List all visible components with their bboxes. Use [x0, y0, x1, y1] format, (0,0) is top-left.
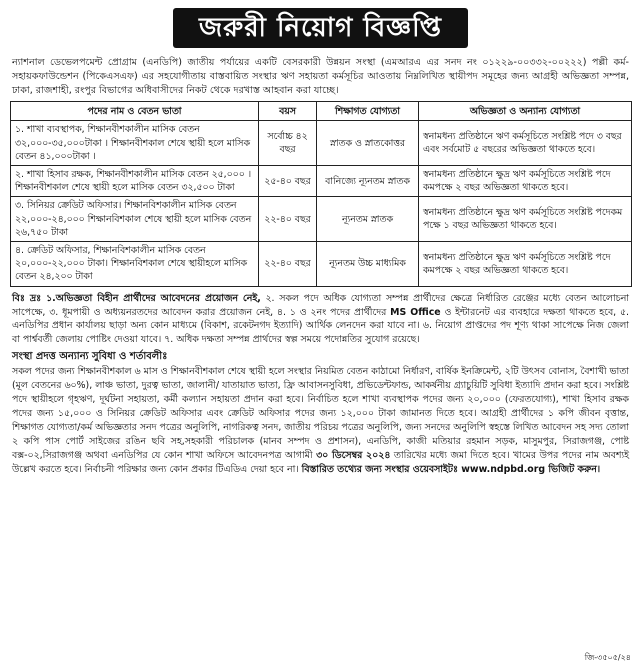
age-cell: সর্বোচ্চ ৪২ বছর — [259, 121, 317, 166]
post-cell: ৩. সিনিয়র ক্রেডিট অফিসার। শিক্ষানবিশকালীন মাসিক বেতন ২২,০০০-২৪,০০০ শিক্ষানবিশকাল শেষে স্থায়ী হলে মাসিক বেতন ২৬,৭৫০ টাকা — [11, 197, 259, 242]
facilities-text-2: তারিখের মধ্যে জমা দিতে হবে। খামের উপর পদের নাম অবশ্যই উল্লেখ করতে হবে। নির্বাচনী পরিক্ষার জন্য কোন প্রকার টিএডিএ দেয়া হবে না। — [12, 450, 629, 476]
publication-id: জি-৩৫০৫/২৪ — [584, 653, 631, 662]
title-wrap — [10, 8, 631, 52]
post-cell: ১. শাখা ব্যবস্থাপক, শিক্ষানবীশকালীন মাসিক বেতন ৩২,০০০-৩৫,০০০টাকা । শিক্ষানবীশকাল শেষে স্থায়ী হলে মাসিক বেতন ৪১,০০০টাকা । — [11, 121, 259, 166]
table-row — [11, 166, 632, 197]
application-deadline: ৩০ ডিসেম্বর ২০২৪ — [316, 450, 391, 462]
post-cell: ৪. ক্রেডিট অফিসার, শিক্ষানবিশকালীন মাসিক বেতন ২০,০০০-২২,০০০ টাকা। শিক্ষানবিশকাল শেষে স্থায়ীহলে মাসিক বেতন ২৪,২০০ টাকা — [11, 242, 259, 287]
education-cell: স্নাতক ও স্নাতকোত্তর — [317, 121, 419, 166]
age-cell: ২২-৪০ বছর — [259, 242, 317, 287]
age-cell: ২৫-৪০ বছর — [259, 166, 317, 197]
notes-paragraph — [12, 292, 629, 348]
experience-cell: স্বনামধন্য প্রতিষ্ঠানে ক্ষুদ্র ঋণ কর্মসূচিতে সংশ্লিষ্ট পদে কমপক্ষে ২ বছর অভিজ্ঞতা থাকতে হবে। — [419, 166, 632, 197]
education-cell: ন্যূনতম স্নাতক — [317, 197, 419, 242]
experience-cell: স্বনামধন্য প্রতিষ্ঠানে ক্ষুদ্র ঋণ কর্মসূচিতে সংশ্লিষ্ট পদে কমপক্ষে ২ বছর অভিজ্ঞতা থাকতে হবে। — [419, 242, 632, 287]
notes-lead: বিঃ দ্রঃ ১.অভিজ্ঞতা বিহীন প্রার্থীদের আবেদনের প্রয়োজন নেই, — [12, 292, 261, 304]
facilities-text-1: সকল পদের জন্য শিক্ষানবীশকাল ৬ মাস ও শিক্ষানবীশকাল শেষে স্থায়ী হলে সংস্থার নিয়মিত বেতন কাঠামো নির্ধারণ, বার্ষিক ইনক্রিমেন্ট, ২টি উৎসব বোনাস, বৈশাখী ভাতা (মূল বেতনের ৬০%), লাঞ্চ ভাতা, দুরত্ব ভাতা, জালানী/ যাতায়াত ভাতা, ফ্রি আবাসনসুবিধা, প্রভিডেন্টফান্ড, আকর্ষনীয় গ্র্যাচুয়িটি সুবিধা ইত্যাদি প্রদান করা হবে। সংশ্লিষ্ট পদে স্থায়ীহলে গৃহঋণ, দূর্ঘটনা সহায়তা, কর্মী কল্যান সহায়তা প্রদান করা হবে। নির্বাচিত হলে শাখা ব্যবস্থাপক পদের জন্য ২০,০০০ (ফেরতযোগ্য), শাখা হিসাব রক্ষক পদের জন্য ১৫,০০০ ও সিনিয়র ক্রেডিট অফিসার এবং ক্রেডিট অফিসার পদের জন্য ১২,০০০ টাকা জামানত দিতে হবে। আগ্রহী প্রার্থীদের ১ কপি জীবন বৃত্তান্ত, শিক্ষাগত যোগ্যতা/কর্ম অভিজ্ঞতার সনদ পত্রের অনুলিপি, নাগরিকত্ব সনদ, জাতীয় পরিচয় পত্রের অনুলিপি, জন্য সনদের অনুলিপি স্বহস্তে লিখিত আবেদন সহ সদ্য তোলা ২ কপি পাস পোর্ট সাইজের রঙিন ছবি সহ,সহকারী পরিচালক (মানব সম্পদ ও প্রশাসন), এনডিপি, কাজী মতিয়ার রহমান সড়ক, মাসুমপুর, সিরাজগঞ্জ, পোষ্ট বক্স-০২,সিরাজগঞ্জ অথবা এনডিপির যে কোন শাখা অফিসে আবেদনপত্র আগামী — [12, 366, 629, 462]
table-row — [11, 242, 632, 287]
notes-text-1: ২. সকল পদে অধিক যোগ্যতা সম্পন্ন প্রার্থীদের ক্ষেত্রে নির্ধারিত রেঞ্জের মধ্যে বেতন আলোচনা সাপেক্ষে, ৩. ধূমপায়ী ও অধ্যয়নরতদের আবেদন করার প্রয়োজন নেই, ৪. ১ ও ২নং পদের প্রার্থীদের — [12, 292, 630, 318]
education-cell: ন্যূনতম উচ্চ মাধ্যমিক — [317, 242, 419, 287]
experience-cell: স্বনামধন্য প্রতিষ্ঠানে ঋণ কর্মসূচিতে সংশ্লিষ্ট পদে ৩ বছর এবং সর্বমোট ৫ বছরের অভিজ্ঞতা থাকতে হবে। — [419, 121, 632, 166]
experience-cell: স্বনামধন্য প্রতিষ্ঠানে ক্ষুদ্র ঋণ কর্মসূচিতে সংশ্লিষ্ট পদেকম পক্ষে ১ বছর অভিজ্ঞতা থাকতে হবে। — [419, 197, 632, 242]
table-header-row — [11, 102, 632, 121]
table-row — [11, 197, 632, 242]
col-header-experience: অভিজ্ঞতা ও অন্যান্য যোগ্যতা — [419, 102, 632, 121]
col-header-age: বয়স — [259, 102, 317, 121]
col-header-post: পদের নাম ও বেতন ভাতা — [11, 102, 259, 121]
notes-ms-office: MS Office — [390, 306, 441, 318]
col-header-education: শিক্ষাগত যোগ্যতা — [317, 102, 419, 121]
facilities-paragraph — [12, 365, 629, 477]
education-cell: বানিজ্যে ন্যূনতম স্নাতক — [317, 166, 419, 197]
age-cell: ২২-৪০ বছর — [259, 197, 317, 242]
notes-text-2: ও ইন্টারনেট এর ব্যবহারে দক্ষতা থাকতে হবে, ৫. এনডিপির প্রধান কার্যালয় ছাড়া অন্য কোন মাধ্যমে (বিকাশ, রকেটনগদ ইত্যাদি) আর্থিক লেনদেন করা যাবে না। ৬. নিয়োগ প্রাপ্তদের পদ শূণ্য থাকা সাপেক্ষে নিজ জেলা বা পার্শ্ববর্তী জেলায় পোষ্টিং দেওয়া যাবে। ৭. অধিক দক্ষতা সম্পন্ন প্রার্থদের স্বল্প সময়ে পদোন্নতির সুযোগ রয়েছে। — [12, 306, 630, 346]
facilities-heading: সংস্থা প্রদত্ত অন্যান্য সুবিধা ও শর্তাবলীঃ — [12, 351, 168, 363]
page-title: জরুরী নিয়োগ বিজ্ঞপ্তি — [173, 8, 468, 48]
table-row — [11, 121, 632, 166]
intro-paragraph: ন্যাশনাল ডেভেলপমেন্ট প্রোগ্রাম (এনডিপি) জাতীয় পর্যায়ের একটি বেসরকারী উন্নয়ন সংস্থা (এমআরএ এর সনদ নং ০১২২৯-০০৩৩২-০০২২২) পল্লী কর্ম-সহায়কফাউন্ডেশন (পিকেএসএফ) এর সহযোগীতায় বাস্তবায়িত সংস্থার ঋণ সহায়তা কর্মসূচির আওতায় নিম্নলিখিত স্থায়ীপদ সমূহের জন্য আগ্রহী অভিজ্ঞতা সম্পন্ন, ঢাকা, রাজশাহী, রংপুর বিভাগের অধিবাসীদের নিকট থেকে দরখাস্ত আহবান করা যাচ্ছে। — [12, 57, 629, 96]
vacancy-table — [10, 101, 632, 286]
website-line: বিস্তারিত তথ্যের জন্য সংস্থার ওয়েবসাইটঃ www.ndpbd.org ভিজিট করুন। — [301, 464, 601, 476]
post-cell: ২. শাখা হিসাব রক্ষক, শিক্ষানবীশকালীন মাসিক বেতন ২৫,০০০ । শিক্ষানবীশকাল শেষে স্থায়ী হলে মাসিক বেতন ৩২,৫০০ টাকা — [11, 166, 259, 197]
